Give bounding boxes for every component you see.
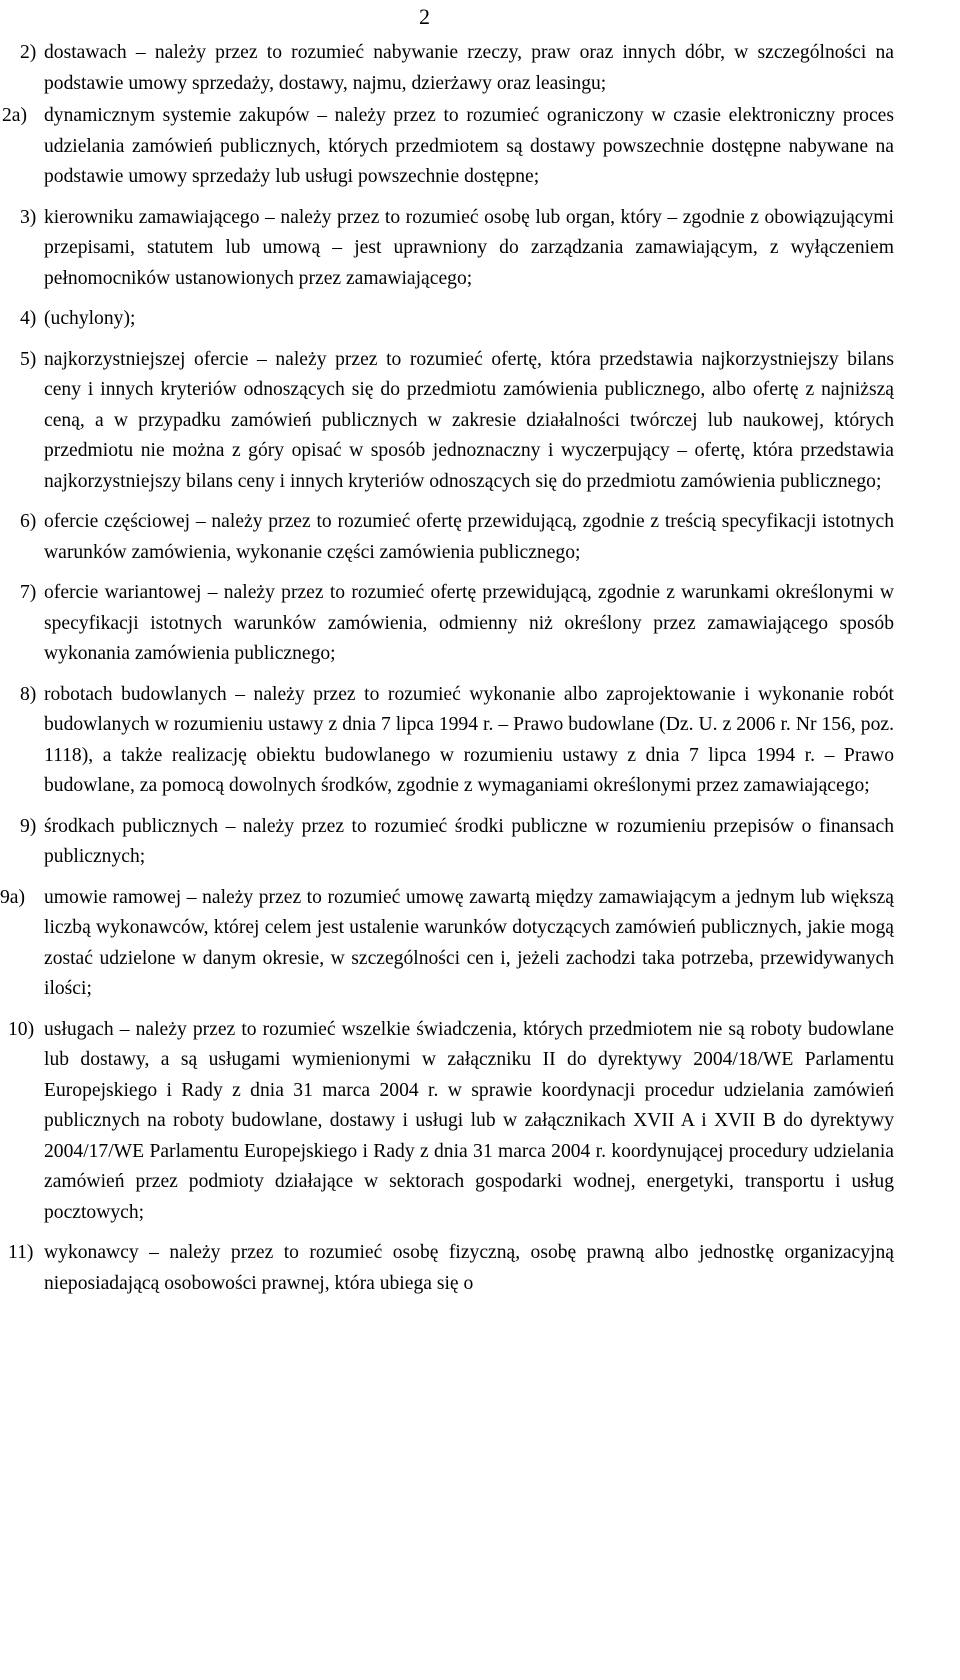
definition-item-7 bbox=[0, 578, 894, 670]
document-body bbox=[0, 38, 894, 1299]
definition-item-9 bbox=[0, 812, 894, 873]
item-text: usługach – należy przez to rozumieć wszelkie świadczenia, których przedmiotem nie są roboty budowlane lub dostawy, a są usługami wymienionymi w załączniku II do dyrektywy 2004/18/WE Parlamentu Europejskiego i Rady z dnia 31 marca 2004 r. w sprawie koordynacji procedur udzielania zamówień publicznych na roboty budowlane, dostawy i usługi lub w załącznikach XVII A i XVII B do dyrektywy 2004/17/WE Parlamentu Europejskiego i Rady z dnia 31 marca 2004 r. koordynującej procedury udzielania zamówień przez podmioty działające w sektorach gospodarki wodnej, energetyki, transportu i usług pocztowych; bbox=[44, 1018, 894, 1223]
item-number: 11) bbox=[8, 1242, 34, 1263]
item-number: 2a) bbox=[2, 105, 28, 126]
definition-item-8 bbox=[0, 680, 894, 802]
definition-item-4 bbox=[0, 304, 894, 335]
item-number: 6) bbox=[20, 511, 37, 532]
item-text: robotach budowlanych – należy przez to rozumieć wykonanie albo zaprojektowanie i wykonanie robót budowlanych w rozumieniu ustawy z dnia 7 lipca 1994 r. – Prawo budowlane (Dz. U. z 2006 r. Nr 156, poz. 1118), a także realizację obiektu budowlanego w rozumieniu ustawy z dnia 7 lipca 1994 r. – Prawo budowlane, za pomocą dowolnych środków, zgodnie z wymaganiami określonymi przez zamawiającego; bbox=[44, 683, 894, 796]
item-number: 5) bbox=[20, 348, 37, 370]
page-number: 2 bbox=[419, 4, 430, 29]
item-text: wykonawcy – należy przez to rozumieć osobę fizyczną, osobę prawną albo jednostkę organizacyjną nieposiadającą osobowości prawnej, która ubiega się o bbox=[44, 1242, 894, 1294]
item-number: 9) bbox=[20, 815, 37, 837]
definition-item-5 bbox=[0, 345, 894, 498]
item-number: 9a) bbox=[0, 886, 26, 908]
definition-item-2a bbox=[0, 101, 894, 193]
definition-item-10 bbox=[0, 1015, 894, 1229]
item-text: ofercie wariantowej – należy przez to rozumieć ofertę przewidującą, zgodnie z warunkami określonymi w specyfikacji istotnych warunków zamówienia, odmienny niż określony przez zamawiającego sposób wykonania zamówienia publicznego; bbox=[44, 582, 894, 664]
item-text: dostawach – należy przez to rozumieć nabywanie rzeczy, praw oraz innych dóbr, w szczególności na podstawie umowy sprzedaży, dostawy, najmu, dzierżawy oraz leasingu; bbox=[44, 42, 894, 94]
item-text: umowie ramowej – należy przez to rozumieć umowę zawartą między zamawiającym a jednym lub większą liczbą wykonawców, której celem jest ustalenie warunków dotyczących zamówień publicznych, jakie mogą zostać udzielone w danym okresie, w szczególności cen i, jeżeli zachodzi taka potrzeba, przewidywanych ilości; bbox=[44, 886, 894, 999]
item-text: kierowniku zamawiającego – należy przez to rozumieć osobę lub organ, który – zgodnie z obowiązującymi przepisami, statutem lub umową – jest uprawniony do zarządzania zamawiającym, z wyłączeniem pełnomocników ustanowionych przez zamawiającego; bbox=[44, 206, 894, 289]
item-text: dynamicznym systemie zakupów – należy przez to rozumieć ograniczony w czasie elektroniczny proces udzielania zamówień publicznych, których przedmiotem są dostawy powszechnie dostępne nabywane na podstawie umowy sprzedaży lub usługi powszechnie dostępne; bbox=[44, 105, 894, 187]
item-number: 2) bbox=[20, 42, 37, 63]
item-text: ofercie częściowej – należy przez to rozumieć ofertę przewidującą, zgodnie z treścią specyfikacji istotnych warunków zamówienia, wykonanie części zamówienia publicznego; bbox=[44, 511, 894, 563]
item-number: 10) bbox=[8, 1018, 35, 1040]
definition-item-6 bbox=[0, 507, 894, 568]
item-text: (uchylony); bbox=[44, 308, 136, 329]
definition-item-2 bbox=[0, 38, 894, 99]
item-number: 7) bbox=[20, 582, 37, 603]
item-number: 4) bbox=[20, 308, 37, 329]
definition-item-3 bbox=[0, 203, 894, 295]
item-text: środkach publicznych – należy przez to rozumieć środki publiczne w rozumieniu przepisów o finansach publicznych; bbox=[44, 815, 894, 867]
item-text: najkorzystniejszej ofercie – należy przez to rozumieć ofertę, która przedstawia najkorzystniejszy bilans ceny i innych kryteriów odnoszących się do przedmiotu zamówienia publicznego, albo ofertę z najniższą ceną, a w przypadku zamówień publicznych w zakresie działalności twórczej lub naukowej, których przedmiotu nie można z góry opisać w sposób jednoznaczny i wyczerpujący – ofertę, która przedstawia najkorzystniejszy bilans ceny i innych kryteriów odnoszących się do przedmiotu zamówienia publicznego; bbox=[44, 348, 894, 492]
definition-item-9a bbox=[0, 883, 894, 1005]
definition-item-11 bbox=[0, 1238, 894, 1299]
item-number: 3) bbox=[20, 206, 37, 228]
item-number: 8) bbox=[20, 683, 37, 705]
